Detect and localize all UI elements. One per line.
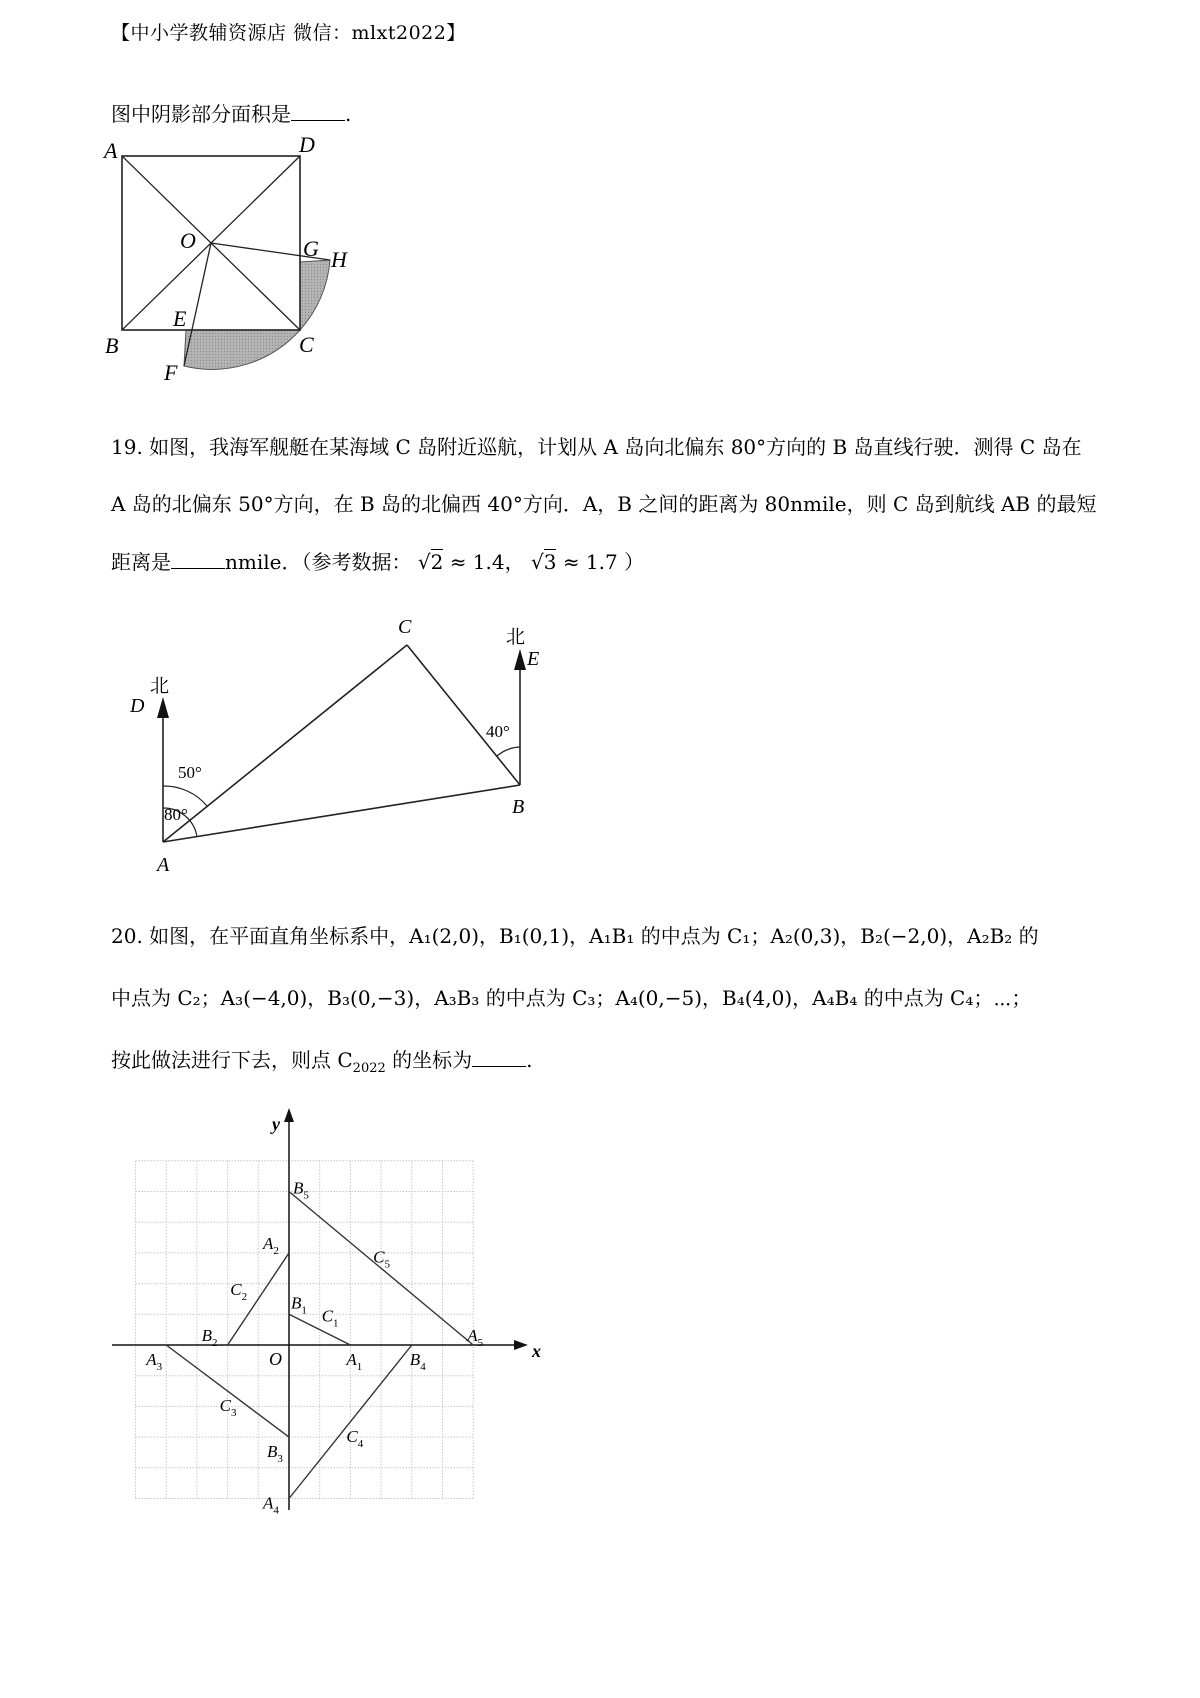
q19-line3-mid: nmile．（参考数据： xyxy=(225,550,412,574)
q19-line-2: A 岛的北偏东 50°方向，在 B 岛的北偏西 40°方向．A，B 之间的距离为 80nmile，则 C 岛到航线 AB 的最短 xyxy=(111,492,1097,516)
label-a: A xyxy=(157,854,170,876)
point-label-a4: $A_4$ xyxy=(263,1493,279,1517)
north-arrow-head-b xyxy=(514,649,526,670)
angle-arc-40 xyxy=(497,747,520,756)
point-label-subscript: 4 xyxy=(357,1437,364,1450)
sqrt-symbol: √ xyxy=(530,550,544,574)
q20-line-1: 20. 如图，在平面直角坐标系中，A₁(2,0)，B₁(0,1)，A₁B₁ 的中点为 C₁；A₂(0,3)，B₂(−2,0)，A₂B₂ 的 xyxy=(111,924,1039,948)
answer-blank xyxy=(291,104,345,121)
grid-lines xyxy=(136,1161,474,1499)
point-label-b5: $B_5$ xyxy=(293,1178,309,1202)
sqrt3-radicand: 3 xyxy=(543,550,557,574)
segment-ac xyxy=(163,645,407,842)
sqrt-symbol: √ xyxy=(417,550,431,574)
q18-question-line xyxy=(111,98,351,127)
q19-line-1: 19. 如图，我海军舰艇在某海域 C 岛附近巡航，计划从 A 岛向北偏东 80°方向的 B 岛直线行驶．测得 C 岛在 xyxy=(111,435,1082,459)
point-label-subscript: 3 xyxy=(277,1453,283,1466)
point-label-subscript: 2 xyxy=(211,1337,218,1349)
q20-line-2: 中点为 C₂；A₃(−4,0)，B₃(0,−3)，A₃B₃ 的中点为 C₃；A₄(0,−5)，B₄(4,0)，A₄B₄ 的中点为 C₄；⋯； xyxy=(111,986,1032,1010)
angle-arc-50 xyxy=(163,786,207,806)
q19-line3-start: 距离是 xyxy=(111,550,171,574)
q20-line3-start: 按此做法进行下去，则点 C xyxy=(111,1048,353,1072)
angle-label-50: 50° xyxy=(178,763,202,782)
q20-subscript: 2022 xyxy=(352,1061,386,1076)
q20-line-3 xyxy=(111,1044,532,1076)
segment-ab xyxy=(163,785,520,842)
point-label-b1: $B_1$ xyxy=(291,1293,307,1317)
label-f: F xyxy=(164,360,178,385)
point-label-a3: $A_3$ xyxy=(146,1350,163,1373)
label-a: A xyxy=(104,138,118,163)
point-label-subscript: 5 xyxy=(303,1189,309,1202)
point-label-c1: $C_1$ xyxy=(321,1306,339,1330)
angle-label-40: 40° xyxy=(486,722,510,741)
point-label-subscript: 3 xyxy=(230,1407,237,1420)
point-label-subscript: 1 xyxy=(356,1361,363,1373)
q18-period: . xyxy=(345,102,352,126)
q20-line3-end: 的坐标为 xyxy=(385,1048,473,1072)
origin-label: O xyxy=(269,1349,282,1369)
sqrt2-radicand: 2 xyxy=(430,550,444,574)
label-g: G xyxy=(303,236,319,261)
point-label-subscript: 5 xyxy=(384,1258,390,1271)
approx-1: ≈ 1.4， xyxy=(449,550,525,574)
label-b: B xyxy=(512,796,525,818)
angle-label-80: 80° xyxy=(164,805,188,824)
q20-coordinate-graph xyxy=(100,1100,540,1520)
label-d: D xyxy=(130,695,145,717)
approx-2: ≈ 1.7 ） xyxy=(562,550,645,574)
point-label-subscript: 4 xyxy=(420,1361,426,1373)
point-label-subscript: 5 xyxy=(477,1337,484,1349)
label-b: B xyxy=(105,333,119,358)
point-label-subscript: 4 xyxy=(273,1504,279,1517)
answer-blank xyxy=(171,552,225,569)
q20-period: . xyxy=(526,1048,533,1072)
label-c: C xyxy=(299,332,314,357)
label-e: E xyxy=(527,648,540,670)
point-label-c3: $C_3$ xyxy=(219,1396,237,1420)
q18-text: 图中阴影部分面积是 xyxy=(111,102,291,126)
point-label-c5: $C_5$ xyxy=(373,1247,390,1271)
shaded-region-bottom xyxy=(184,330,300,369)
q19-line-3 xyxy=(111,546,644,575)
q18-square-figure xyxy=(100,132,380,420)
point-label-b2: $B_2$ xyxy=(201,1326,218,1349)
point-label-subscript: 2 xyxy=(273,1244,279,1257)
point-label-subscript: 1 xyxy=(301,1304,307,1317)
segment-a1-b1 xyxy=(289,1314,350,1345)
north-arrow-head-a xyxy=(157,697,169,718)
point-label-a5: $A_5$ xyxy=(467,1326,484,1349)
north-label-a: 北 xyxy=(150,675,170,697)
y-axis-arrow xyxy=(284,1108,294,1122)
point-label-c2: $C_2$ xyxy=(230,1279,248,1303)
shaded-region-right xyxy=(300,260,330,330)
point-label-a2: $A_2$ xyxy=(263,1233,279,1257)
label-e: E xyxy=(173,306,187,331)
segment-cb xyxy=(407,645,520,785)
page-header: 【中小学教辅资源店 微信：mlxt2022】 xyxy=(111,22,466,44)
label-c: C xyxy=(398,616,412,638)
answer-blank xyxy=(472,1050,526,1067)
y-axis-label: y xyxy=(272,1114,280,1134)
label-h: H xyxy=(331,247,347,272)
point-label-subscript: 3 xyxy=(156,1361,163,1373)
point-label-b3: $B_3$ xyxy=(267,1442,283,1466)
point-label-subscript: 1 xyxy=(333,1317,339,1330)
x-axis-arrow xyxy=(514,1340,528,1350)
point-label-subscript: 2 xyxy=(241,1290,248,1303)
point-label-c4: $C_4$ xyxy=(346,1426,364,1450)
x-axis-label: x xyxy=(532,1341,541,1361)
label-o: O xyxy=(180,228,196,253)
point-label-b4: $B_4$ xyxy=(409,1350,426,1373)
q19-navigation-figure xyxy=(120,605,560,885)
label-d: D xyxy=(299,132,315,157)
north-label-b: 北 xyxy=(506,626,526,648)
point-label-a1: $A_1$ xyxy=(346,1350,363,1373)
